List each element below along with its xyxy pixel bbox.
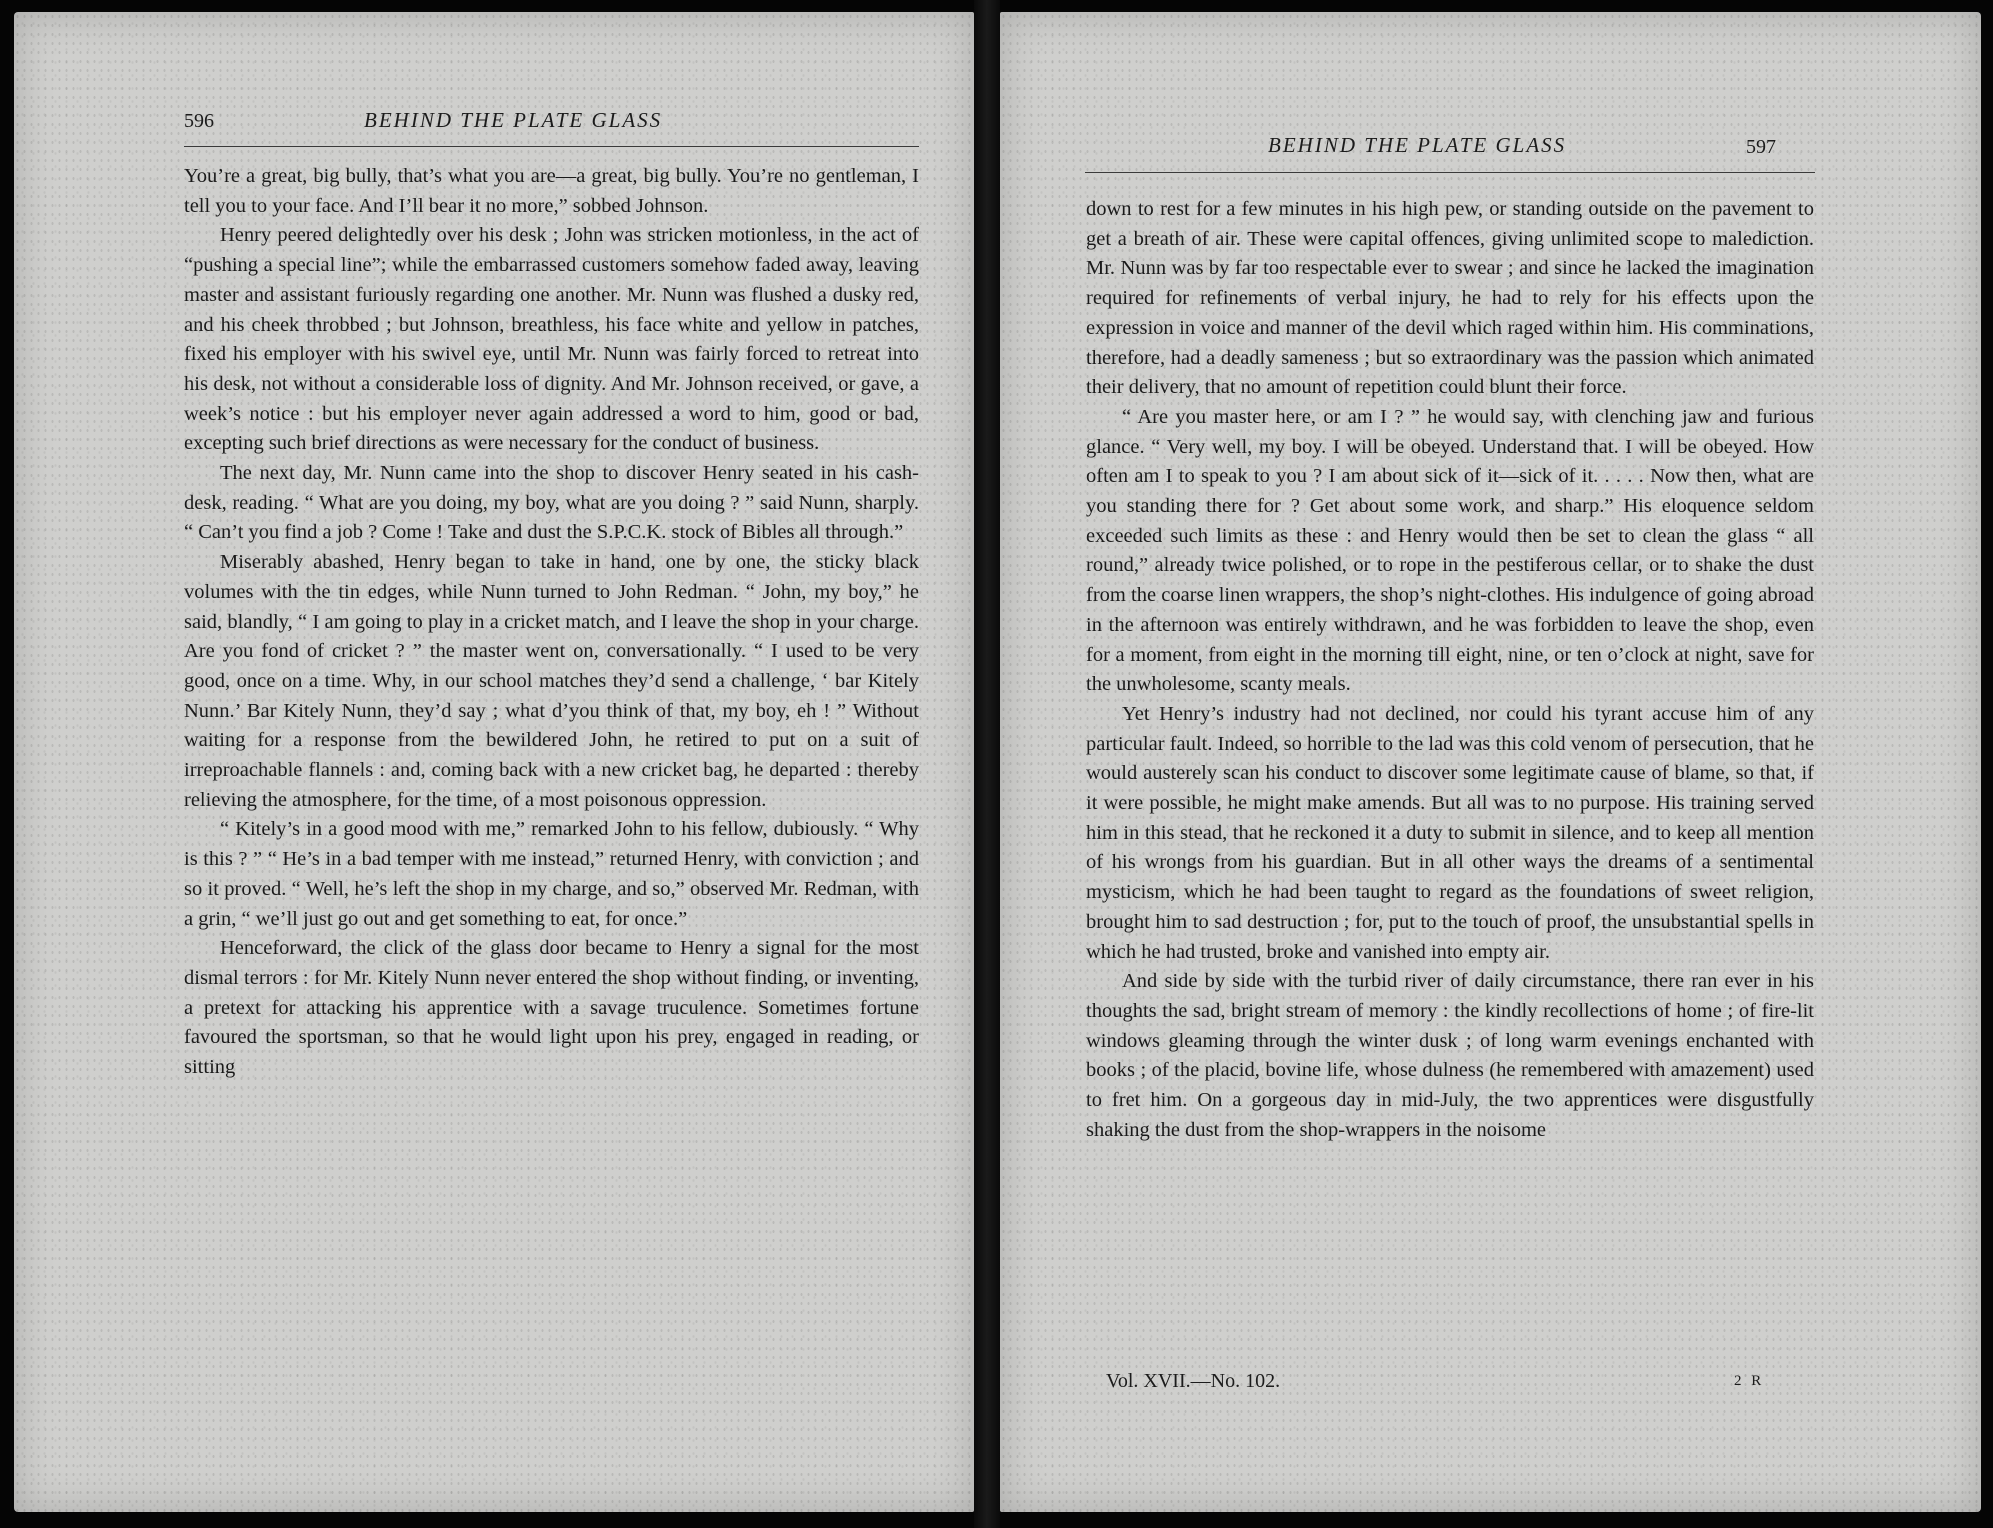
left-running-head: BEHIND THE PLATE GLASS (364, 108, 663, 132)
book-gutter (974, 0, 1000, 1528)
left-page-body (184, 162, 919, 1083)
left-page-number: 596 (184, 110, 214, 132)
right-page (1000, 12, 1981, 1512)
right-header-rule (1085, 172, 1815, 173)
left-paragraph-2: Henry peered delightedly over his desk ; John was stricken motionless, in the act of “pushing a special line”; while the embarrassed customers somehow faded away, leaving master and assistant furiously regarding one another. Mr. Nunn was flushed a dusky red, and his cheek throbbed ; but Johnson, breathless, his face white and yellow in patches, fixed his employer with his swivel eye, until Mr. Nunn was fairly forced to retreat into his desk, not without a considerable loss of dignity. And Mr. Johnson received, or gave, a week’s notice : but his employer never again addressed a word to him, good or bad, excepting such brief directions as were necessary for the conduct of business. (184, 224, 919, 455)
left-page (14, 12, 974, 1512)
left-paragraph-1: You’re a great, big bully, that’s what you are—a great, big bully. You’re no gentleman, I tell you to your face. And I’ll bear it no more,” sobbed Johnson. (184, 165, 919, 217)
right-running-head: BEHIND THE PLATE GLASS (1268, 133, 1567, 157)
right-page-number: 597 (1746, 136, 1776, 158)
right-paragraph-2: “ Are you master here, or am I ? ” he would say, with clenching jaw and furious glance. “ Very well, my boy. I will be obeyed. Understand that. I will be obeyed. How often am I to speak to you ? I am about sick of it—sick of it. . . . . Now then, what are you standing there for ? Get about some work, and sharp.” His eloquence seldom exceeded such limits as these : and Henry would then be set to clean the glass “ all round,” already twice polished, or to rope in the pestiferous cellar, or to shake the dust from the coarse linen wrappers, the shop’s night-clothes. His indulgence of going abroad in the afternoon was entirely withdrawn, and he was forbidden to leave the shop, even for a moment, from eight in the morning till eight, nine, or ten o’clock at night, save for the unwholesome, scanty meals. (1086, 405, 1814, 696)
right-paragraph-1: down to rest for a few minutes in his high pew, or standing outside on the pavement to get a breath of air. These were capital offences, giving unlimited scope to malediction. Mr. Nunn was by far too respectable ever to swear ; and since he lacked the imagination required for refinements of verbal injury, he had to rely for his effects upon the expression in voice and manner of the devil which raged within him. His comminations, therefore, had a deadly sameness ; but so extraordinary was the passion which animated their delivery, that no amount of repetition could blunt their force. (1086, 198, 1814, 399)
left-paragraph-4: Miserably abashed, Henry began to take in hand, one by one, the sticky black volumes with the tin edges, while Nunn turned to John Redman. “ John, my boy,” he said, blandly, “ I am going to play in a cricket match, and I leave the shop in your charge. Are you fond of cricket ? ” the master went on, conversationally. “ I used to be very good, once on a time. Why, in our school matches they’d send a challenge, ‘ bar Kitely Nunn.’ Bar Kitely Nunn, they’d say ; what d’you think of that, my boy, eh ! ” Without waiting for a response from the bewildered John, he retired to put on a suit of irreproachable flannels : and, coming back with a new cricket bag, he departed : thereby relieving the atmosphere, for the time, of a most poisonous oppression. (184, 551, 919, 811)
right-paragraph-3: Yet Henry’s industry had not declined, nor could his tyrant accuse him of any particular fault. Indeed, so horrible to the lad was this cold venom of persecution, that he would austerely scan his conduct to discover some legitimate cause of blame, so that, if it were possible, he might make amends. But all was to no purpose. His training served him in this stead, that he reckoned it a duty to submit in silence, and to keep all mention of his wrongs from his guardian. But in all other ways the dreams of a sentimental mysticism, which he had been taught to regard as the foundations of sweet religion, brought him to sad destruction ; for, put to the touch of proof, the unsubstantial spells in which he had trusted, broke and vanished into empty air. (1086, 702, 1814, 963)
left-paragraph-6: Henceforward, the click of the glass door became to Henry a signal for the most dismal terrors : for Mr. Kitely Nunn never entered the shop without finding, or inventing, a pretext for attacking his apprentice with a savage truculence. Sometimes fortune favoured the sportsman, so that he would light upon his prey, engaged in reading, or sitting (184, 937, 919, 1079)
left-header-rule (184, 146, 919, 147)
left-paragraph-3: The next day, Mr. Nunn came into the shop to discover Henry seated in his cash-desk, reading. “ What are you doing, my boy, what are you doing ? ” said Nunn, sharply. “ Can’t you find a job ? Come ! Take and dust the S.P.C.K. stock of Bibles all through.” (184, 462, 919, 544)
left-paragraph-5: “ Kitely’s in a good mood with me,” remarked John to his fellow, dubiously. “ Why is this ? ” “ He’s in a bad temper with me instead,” returned Henry, with conviction ; and so it proved. “ Well, he’s left the shop in my charge, and so,” observed Mr. Redman, with a grin, “ we’ll just go out and get something to eat, for once.” (184, 818, 919, 930)
signature-mark: 2 R (1734, 1373, 1765, 1389)
volume-signature: Vol. XVII.—No. 102. (1106, 1370, 1281, 1392)
right-paragraph-4: And side by side with the turbid river of daily circumstance, there ran ever in his thoughts the sad, bright stream of memory : the kindly recollections of home ; of fire-lit windows gleaming through the winter dusk ; of long warm evenings enchanted with books ; of the placid, bovine life, whose dulness (he remembered with amazement) used to fret him. On a gorgeous day in mid-July, the two apprentices were disgustfully shaking the dust from the shop-wrappers in the noisome (1086, 970, 1814, 1141)
right-page-body (1086, 195, 1814, 1146)
